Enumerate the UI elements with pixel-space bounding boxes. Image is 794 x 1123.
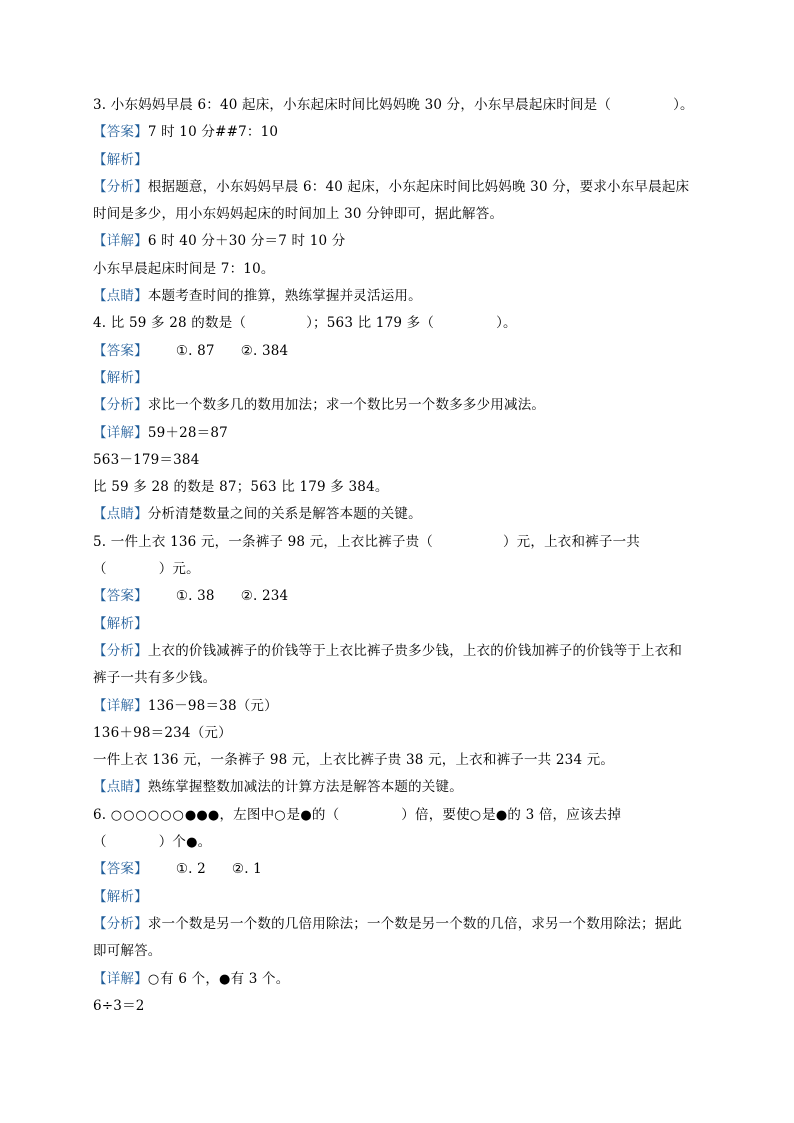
question-4-fenxi: 【分析】求比一个数多几的数用加法；求一个数比另一个数多多少用减法。 <box>93 397 546 414</box>
solid-dot-icon: ● <box>186 835 198 851</box>
question-3-comment: 【点睛】本题考查时间的推算，熟练掌握并灵活运用。 <box>93 288 422 305</box>
answer-label: 【答案】 <box>93 124 148 141</box>
solid-dot-icon: ●●● <box>184 807 220 823</box>
question-5-stem-cont: （ ）元。 <box>93 561 200 578</box>
document-content <box>93 92 705 1020</box>
question-5-analysis-label: 【解析】 <box>93 615 148 632</box>
question-3-stem: 3. 小东妈妈早晨 6：40 起床，小东起床时间比妈妈晚 30 分，小东早晨起床时间是（ ）。 <box>93 97 694 113</box>
question-5-fenxi: 【分析】上衣的价钱减裤子的价钱等于上衣比裤子贵多少钱，上衣的价钱加裤子的价钱等于上衣和 <box>93 642 683 659</box>
question-6-analysis-label: 【解析】 <box>93 888 148 905</box>
question-4-detail: 【详解】59＋28＝87 <box>93 424 228 441</box>
question-6-stem: 6. ○○○○○○●●●，左图中○是●的（ ）倍，要使○是●的 3 倍，应该去掉 <box>93 806 622 823</box>
question-6-fenxi-cont: 即可解答。 <box>93 943 162 960</box>
question-6-stem-cont: （ ）个●。 <box>93 834 212 851</box>
hollow-circle-icon: ○ <box>147 971 161 987</box>
solid-dot-icon: ● <box>300 807 312 823</box>
question-5-detail-2: 136＋98＝234（元） <box>93 724 232 741</box>
question-6-detail: 【详解】○有 6 个，●有 3 个。 <box>93 970 290 987</box>
hollow-circle-icon: ○ <box>469 807 483 823</box>
question-5-fenxi-cont: 裤子一共有多少钱。 <box>93 670 217 687</box>
question-3-detail: 【详解】6 时 40 分＋30 分＝7 时 10 分 <box>93 233 346 250</box>
hollow-circle-icon: ○○○○○○ <box>110 807 185 823</box>
question-4-analysis-label: 【解析】 <box>93 369 148 386</box>
question-5-detail-3: 一件上衣 136 元，一条裤子 98 元，上衣比裤子贵 38 元，上衣和裤子一共 234 元。 <box>93 752 615 769</box>
question-5-detail: 【详解】136－98＝38（元） <box>93 697 278 714</box>
solid-dot-icon: ● <box>219 971 231 987</box>
question-6-fenxi: 【分析】求一个数是另一个数的几倍用除法；一个数是另一个数的几倍，求另一个数用除法；据此 <box>93 915 683 932</box>
question-3-fenxi-cont: 时间是多少，用小东妈妈起床的时间加上 30 分钟即可，据此解答。 <box>93 206 504 223</box>
question-4-detail-3: 比 59 多 28 的数是 87；563 比 179 多 384。 <box>93 479 389 496</box>
question-4-comment: 【点睛】分析清楚数量之间的关系是解答本题的关键。 <box>93 506 422 523</box>
question-5-comment: 【点睛】熟练掌握整数加减法的计算方法是解答本题的关键。 <box>93 779 463 796</box>
question-3-fenxi: 【分析】根据题意，小东妈妈早晨 6：40 起床，小东起床时间比妈妈晚 30 分，要求小东早晨起床 <box>93 178 690 195</box>
question-6-answer: 【答案】 ①. 2 ②. 1 <box>93 861 262 878</box>
solid-dot-icon: ● <box>495 807 508 823</box>
question-3-analysis-label: 【解析】 <box>93 151 148 168</box>
question-5-answer: 【答案】 ①. 38 ②. 234 <box>93 588 289 605</box>
question-4-detail-2: 563－179＝384 <box>93 451 200 468</box>
question-4-stem: 4. 比 59 多 28 的数是（ ）；563 比 179 多（ ）。 <box>93 315 517 332</box>
hollow-circle-icon: ○ <box>274 807 287 823</box>
question-4-answer: 【答案】 ①. 87 ②. 384 <box>93 342 289 359</box>
question-6-detail-2: 6÷3＝2 <box>93 997 145 1014</box>
question-5-stem: 5. 一件上衣 136 元，一条裤子 98 元，上衣比裤子贵（ ）元，上衣和裤子一共 <box>93 533 640 550</box>
question-3-detail-2: 小东早晨起床时间是 7：10。 <box>93 260 275 277</box>
question-3-answer: 【答案】7 时 10 分##7：10 <box>93 124 279 141</box>
